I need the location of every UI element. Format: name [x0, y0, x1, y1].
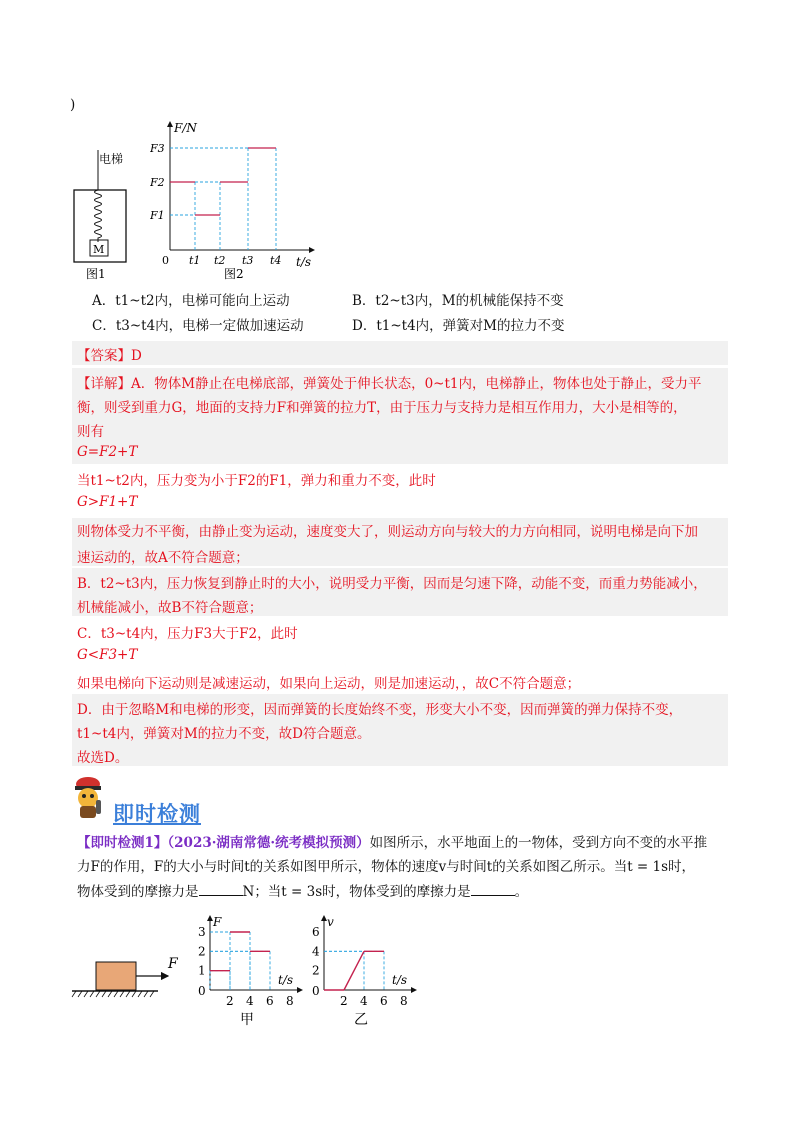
equation-3: G<F3+T	[77, 647, 138, 663]
explain-line-8: 速运动的，故A不符合题意；	[77, 550, 249, 566]
figure-1-caption: 图1	[86, 267, 106, 281]
y-axis-label: v	[327, 915, 334, 929]
top-mark: )	[70, 97, 76, 113]
chart-jia	[190, 912, 308, 1032]
explain-line-1: 【详解】A．物体M静止在电梯底部，弹簧处于伸长状态，0~t1内，电梯静止，物体也处于静止，受力平	[77, 376, 702, 392]
explain-line-10: 机械能减小，故B不符合题意；	[77, 600, 263, 616]
block-diagram	[70, 950, 190, 1002]
mass-label: M	[93, 243, 105, 256]
explain-line-7: 则物体受力不平衡，由静止变为运动，速度变大了，则运动方向与较大的力方向相同，说明电梯是向下加	[77, 524, 698, 540]
y-axis-label: F/N	[174, 121, 197, 135]
explain-line-14: D．由于忽略M和电梯的形变，因而弹簧的长度始终不变，形变大小不变，因而弹簧的弹力保持不变，	[77, 702, 683, 718]
question-line-2: 力F的作用，F的大小与时间t的关系如图甲所示，物体的速度v与时间t的关系如图乙所示。当t = 1s时，	[77, 859, 696, 875]
answer-blank-2[interactable]	[471, 881, 515, 896]
answer-line: 【答案】D	[77, 348, 142, 364]
explain-line-5: 当t1~t2内，压力变为小于F2的F1，弹力和重力不变，此时	[77, 473, 436, 489]
answer-blank-1[interactable]	[199, 881, 243, 896]
chart-caption: 甲	[240, 1012, 254, 1028]
x-tick-label: 6	[380, 994, 388, 1008]
tick-F2: F2	[150, 176, 165, 189]
origin-label: 0	[198, 984, 206, 998]
elevator-label: 电梯	[99, 152, 124, 166]
y-tick-label: 2	[198, 944, 206, 959]
question-text-3a: 物体受到的摩擦力是	[77, 884, 199, 900]
explain-line-9: B．t2~t3内，压力恢复到静止时的大小，说明受力平衡，因而是匀速下降，动能不变，而重力势能减小，	[77, 576, 707, 592]
question-line-3	[77, 881, 528, 903]
question-tag: 【即时检测1】	[77, 835, 168, 851]
question-text-3c: 。	[514, 884, 529, 900]
tick-F1: F1	[150, 209, 165, 222]
option-b: B．t2~t3内，M的机械能保持不变	[352, 293, 564, 309]
explain-line-2: 衡，则受到重力G，地面的支持力F和弹簧的拉力T，由于压力与支持力是相互作用力，大小是相等的，	[77, 400, 687, 416]
series-segment	[344, 951, 364, 990]
option-a: A．t1~t2内，电梯可能向上运动	[92, 293, 290, 309]
tick-t2: t2	[214, 254, 226, 267]
x-axis-label: t/s	[278, 973, 294, 987]
explain-line-16: 故选D。	[77, 750, 129, 766]
y-tick-label: 2	[312, 963, 320, 978]
x-tick-label: 2	[340, 994, 348, 1008]
explain-line-15: t1~t4内，弹簧对M的拉力不变，故D符合题意。	[77, 726, 371, 742]
section-title: 即时检测	[113, 802, 201, 826]
y-tick-label: 1	[198, 963, 206, 978]
tick-t4: t4	[270, 254, 282, 267]
equation-2: G>F1+T	[77, 494, 138, 510]
x-tick-label: 6	[266, 994, 274, 1008]
option-c: C．t3~t4内，电梯一定做加速运动	[92, 318, 304, 334]
x-tick-label: 8	[286, 994, 294, 1008]
x-tick-label: 4	[246, 994, 254, 1008]
mascot-icon	[68, 774, 108, 820]
x-tick-label: 8	[400, 994, 408, 1008]
tick-F3: F3	[150, 142, 165, 155]
x-tick-label: 2	[226, 994, 234, 1008]
y-tick-label: 3	[198, 925, 206, 939]
question-line-1	[77, 832, 707, 854]
y-tick-label: 4	[312, 944, 320, 959]
figure-2-force-graph	[150, 118, 320, 280]
equation-1: G=F2+T	[77, 444, 138, 460]
option-d: D．t1~t4内，弹簧对M的拉力不变	[352, 318, 565, 334]
x-tick-label: 4	[360, 994, 368, 1008]
answer-shade	[72, 341, 728, 365]
question-text-3b: N；当t = 3s时，物体受到的摩擦力是	[242, 884, 471, 900]
tick-t3: t3	[242, 254, 254, 267]
chart-yi	[304, 912, 426, 1032]
tick-t1: t1	[189, 254, 201, 267]
x-axis-label: t/s	[392, 973, 408, 987]
block	[96, 962, 136, 990]
figure-1-elevator	[68, 150, 148, 285]
y-axis-label: F	[213, 915, 222, 929]
force-label: F	[168, 956, 178, 972]
explain-line-3: 则有	[77, 424, 104, 440]
origin-label: 0	[312, 984, 320, 998]
explain-line-13: 如果电梯向下运动则是减速运动，如果向上运动，则是加速运动，，故C不符合题意；	[77, 676, 581, 692]
x-axis-label: t/s	[296, 255, 312, 269]
chart-caption: 乙	[354, 1012, 368, 1028]
question-text-1: 如图所示，水平地面上的一物体，受到方向不变的水平推	[369, 835, 708, 851]
figure-2-caption: 图2	[224, 267, 244, 280]
origin-label: 0	[162, 254, 169, 267]
question-source: （2023·湖南常德·统考模拟预测）	[167, 835, 370, 851]
explain-line-11: C．t3~t4内，压力F3大于F2，此时	[77, 626, 298, 642]
y-tick-label: 6	[312, 925, 320, 939]
